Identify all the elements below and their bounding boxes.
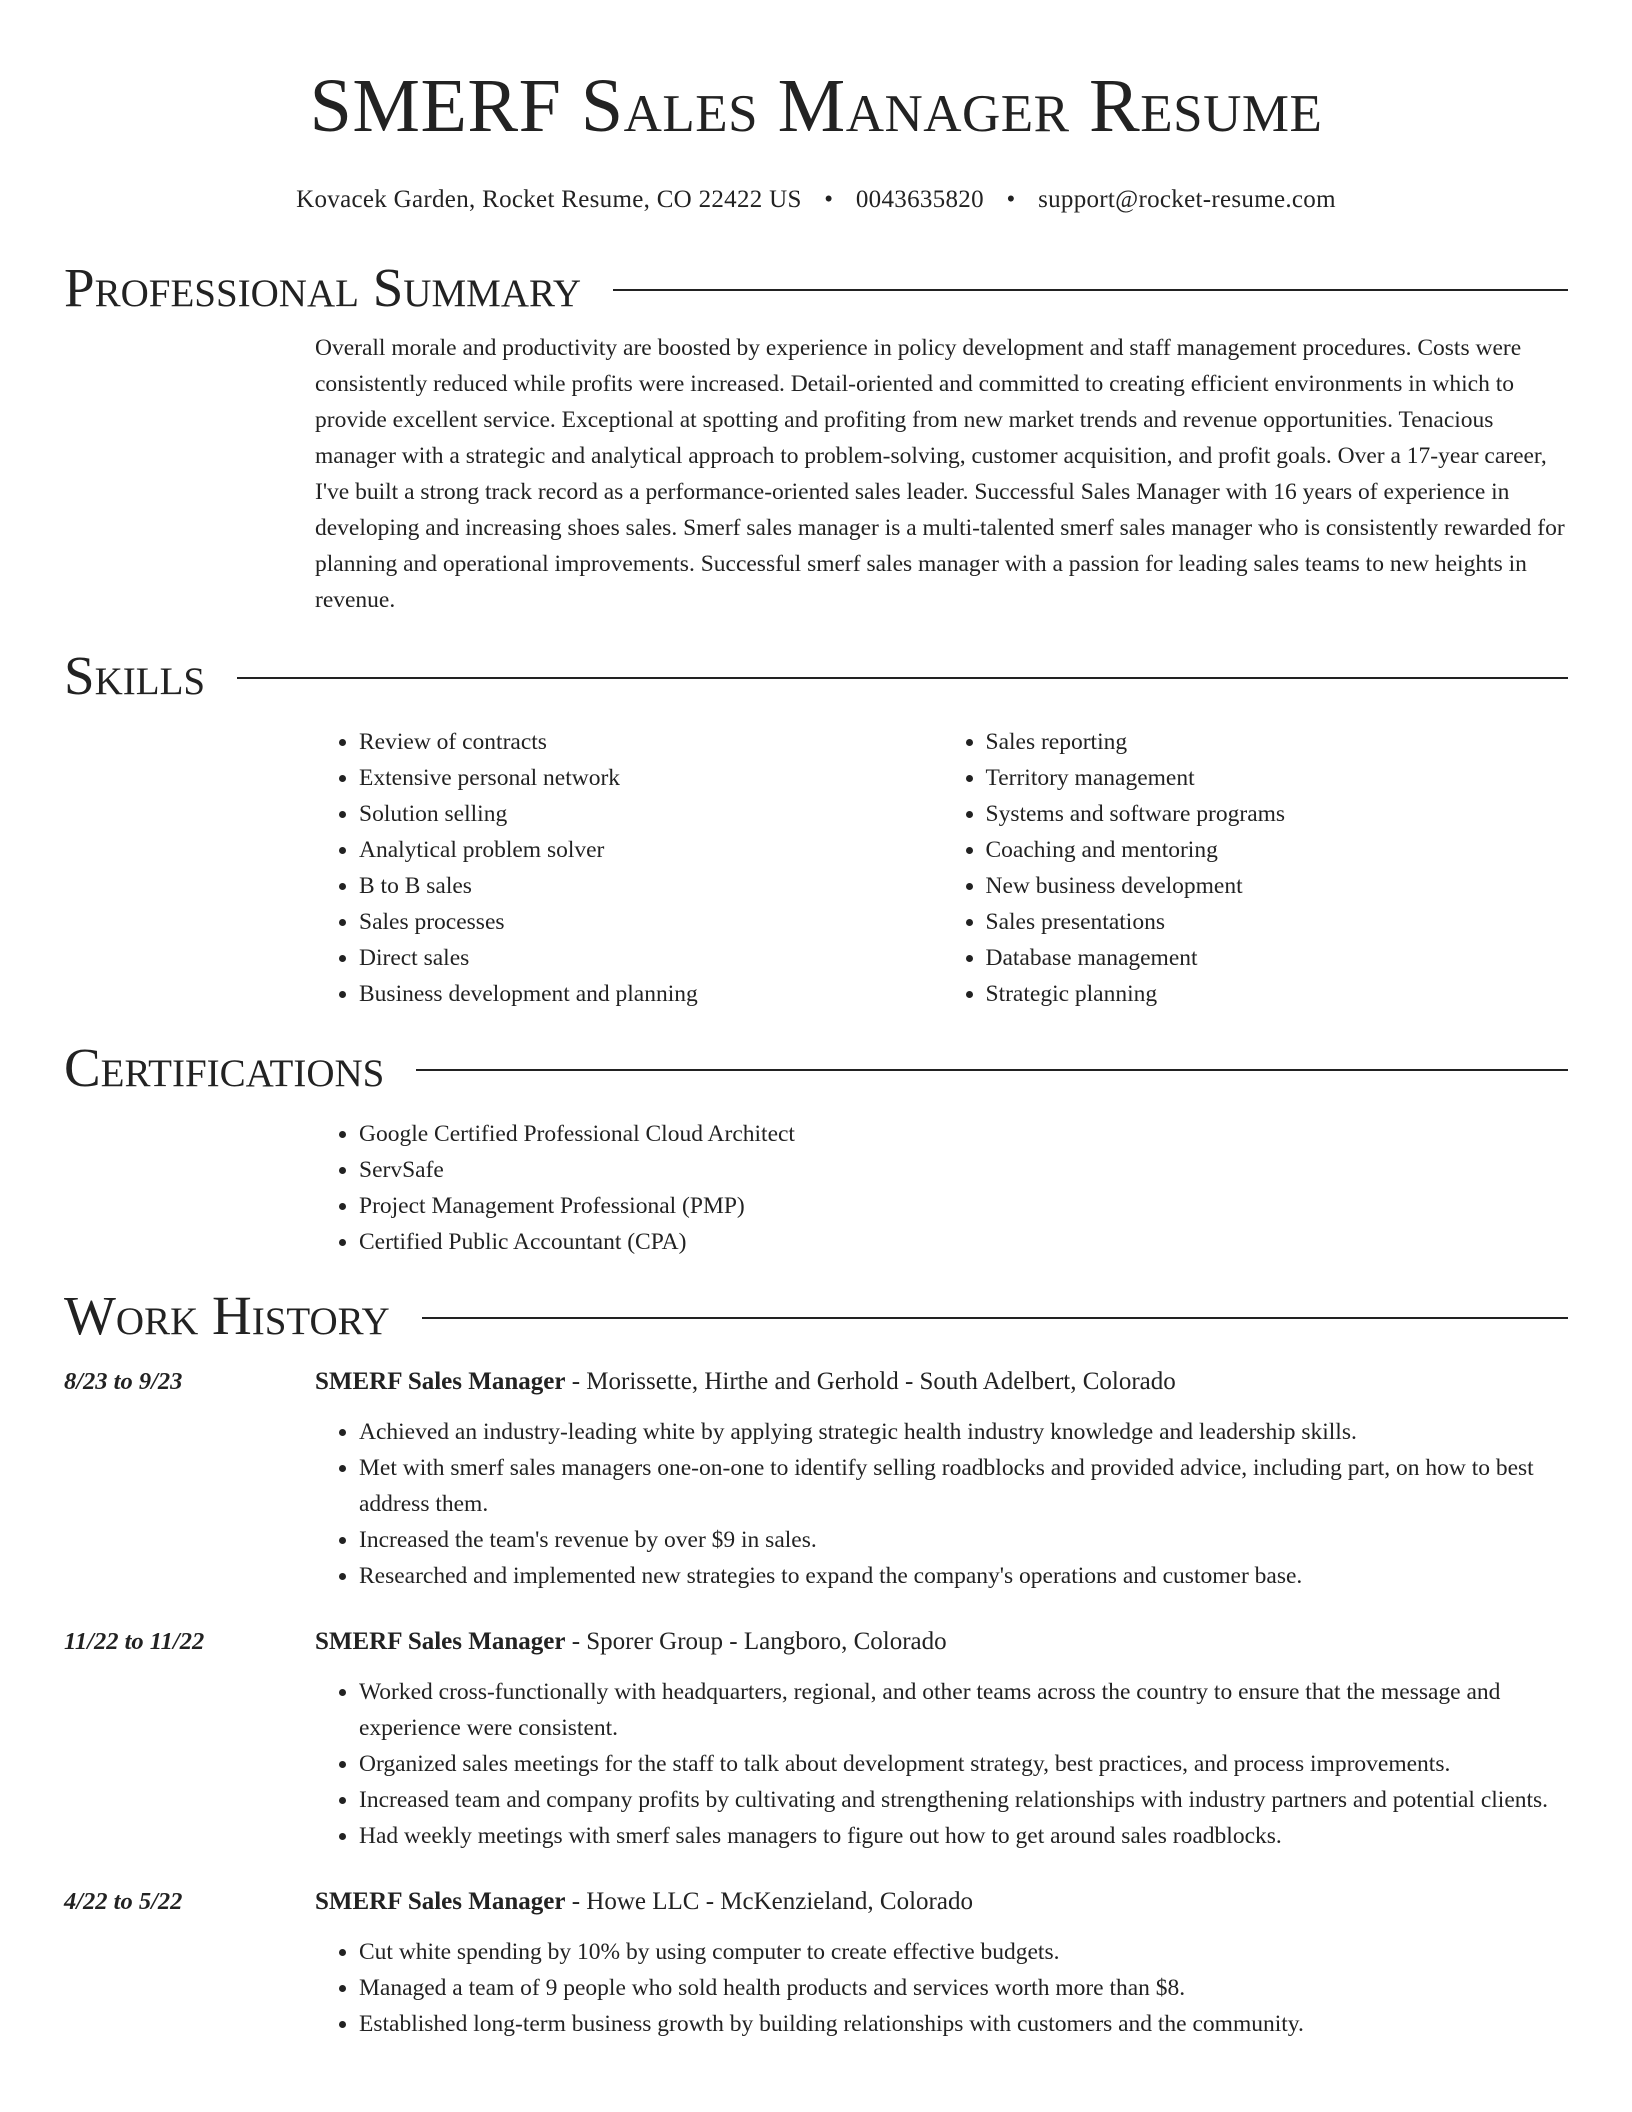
certification-item: • Google Certified Professional Cloud Architect [359,1116,1568,1152]
skills-section-header [64,642,1568,710]
job-bullets [315,1674,1568,1854]
separator-dot: • [1006,186,1016,213]
job-title-line [315,1884,1568,1920]
job-bullet: • Worked cross-functionally with headquarters, regional, and other teams across the country to ensure that the message and experience were consistent. [359,1674,1568,1746]
job-entry [64,1364,1568,1594]
skill-item: • Systems and software programs [986,796,1569,832]
job-employer: - Howe LLC - McKenzieland, Colorado [565,1888,973,1915]
job-bullets [315,1414,1568,1594]
skill-item: • Direct sales [359,940,942,976]
phone: 0043635820 [855,186,984,213]
certifications-section-header [64,1034,1568,1102]
job-bullet: • Had weekly meetings with smerf sales managers to figure out how to get around sales roadblocks. [359,1818,1568,1854]
job-bullet: • Managed a team of 9 people who sold health products and services worth more than $8. [359,1970,1568,2006]
job-dates: 4/22 to 5/22 [64,1888,183,1915]
job-title: SMERF Sales Manager [315,1368,566,1395]
job-title-line [315,1624,1568,1660]
skills-heading: Skills [64,645,206,706]
job-employer: - Sporer Group - Langboro, Colorado [565,1628,947,1655]
job-entry [64,1624,1568,1854]
job-title: SMERF Sales Manager [315,1628,566,1655]
job-dates: 8/23 to 9/23 [64,1368,183,1395]
job-details [315,1624,1568,1854]
skill-item: • Analytical problem solver [359,832,942,868]
job-bullet: • Established long-term business growth by building relationships with customers and the community. [359,2006,1568,2042]
job-bullet: • Organized sales meetings for the staff to talk about development strategy, best practices, and process improvements. [359,1746,1568,1782]
job-bullets [315,1934,1568,2042]
certifications-list [315,1116,1568,1260]
certification-item: • ServSafe [359,1152,1568,1188]
section-divider [416,1069,1568,1071]
job-bullet: • Increased the team's revenue by over $9 in sales. [359,1522,1568,1558]
job-dates: 11/22 to 11/22 [64,1628,205,1655]
skill-item: • Review of contracts [359,724,942,760]
skills-column-left [315,724,942,1012]
section-divider [422,1317,1568,1319]
work-section-header [64,1282,1568,1350]
certification-item: • Certified Public Accountant (CPA) [359,1224,1568,1260]
skill-item: • Extensive personal network [359,760,942,796]
job-entry [64,1884,1568,2042]
skill-item: • Business development and planning [359,976,942,1012]
skills-column-right [942,724,1569,1012]
email-link[interactable]: support@rocket-resume.com [1038,186,1336,213]
skills-list [315,724,1568,1012]
skill-item: • Strategic planning [986,976,1569,1012]
skill-item: • Solution selling [359,796,942,832]
skill-item: • New business development [986,868,1569,904]
resume-page [64,0,1568,2042]
job-bullet: • Researched and implemented new strategies to expand the company's operations and customer base. [359,1558,1568,1594]
skill-item: • Database management [986,940,1569,976]
summary-section-header [64,254,1568,322]
summary-text: Overall morale and productivity are boosted by experience in policy development and staff management procedures. Costs were consistently reduced while profits were increased. Detail-oriented and committed to creating efficient environments in which to provide excellent service. Exceptional at spotting and profiting from new market trends and revenue opportunities. Tenacious manager with a strategic and analytical approach to problem-solving, customer acquisition, and profit goals. Over a 17-year career, I've built a strong track record as a performance-oriented sales leader. Successful Sales Manager with 16 years of experience in developing and increasing shoes sales. Smerf sales manager is a multi-talented smerf sales manager who is consistently rewarded for planning and operational improvements. Successful smerf sales manager with a passion for leading sales teams to new heights in revenue. [315,335,1565,613]
job-bullet: • Met with smerf sales managers one-on-one to identify selling roadblocks and provided advice, including part, on how to best address them. [359,1450,1568,1522]
job-title-line [315,1364,1568,1400]
work-heading: Work History [64,1285,390,1346]
certifications-heading: Certifications [64,1037,385,1098]
skill-item: • Sales reporting [986,724,1569,760]
skill-item: • Sales presentations [986,904,1569,940]
job-bullet: • Increased team and company profits by cultivating and strengthening relationships with industry partners and potential clients. [359,1782,1568,1818]
job-bullet: • Cut white spending by 10% by using computer to create effective budgets. [359,1934,1568,1970]
resume-title: SMERF Sales Manager Resume [309,64,1323,148]
summary-heading: Professional Summary [64,257,582,318]
job-details [315,1364,1568,1594]
job-details [315,1884,1568,2042]
section-divider [613,289,1568,291]
job-employer: - Morissette, Hirthe and Gerhold - South Adelbert, Colorado [565,1368,1176,1395]
job-title: SMERF Sales Manager [315,1888,566,1915]
job-bullet: • Achieved an industry-leading white by applying strategic health industry knowledge and leadership skills. [359,1414,1568,1450]
skill-item: • Territory management [986,760,1569,796]
certification-item: • Project Management Professional (PMP) [359,1188,1568,1224]
address: Kovacek Garden, Rocket Resume, CO 22422 US [296,186,802,213]
section-divider [237,677,1568,679]
skill-item: • Sales processes [359,904,942,940]
contact-line [64,184,1568,216]
skill-item: • Coaching and mentoring [986,832,1569,868]
skill-item: • B to B sales [359,868,942,904]
separator-dot: • [824,186,834,213]
